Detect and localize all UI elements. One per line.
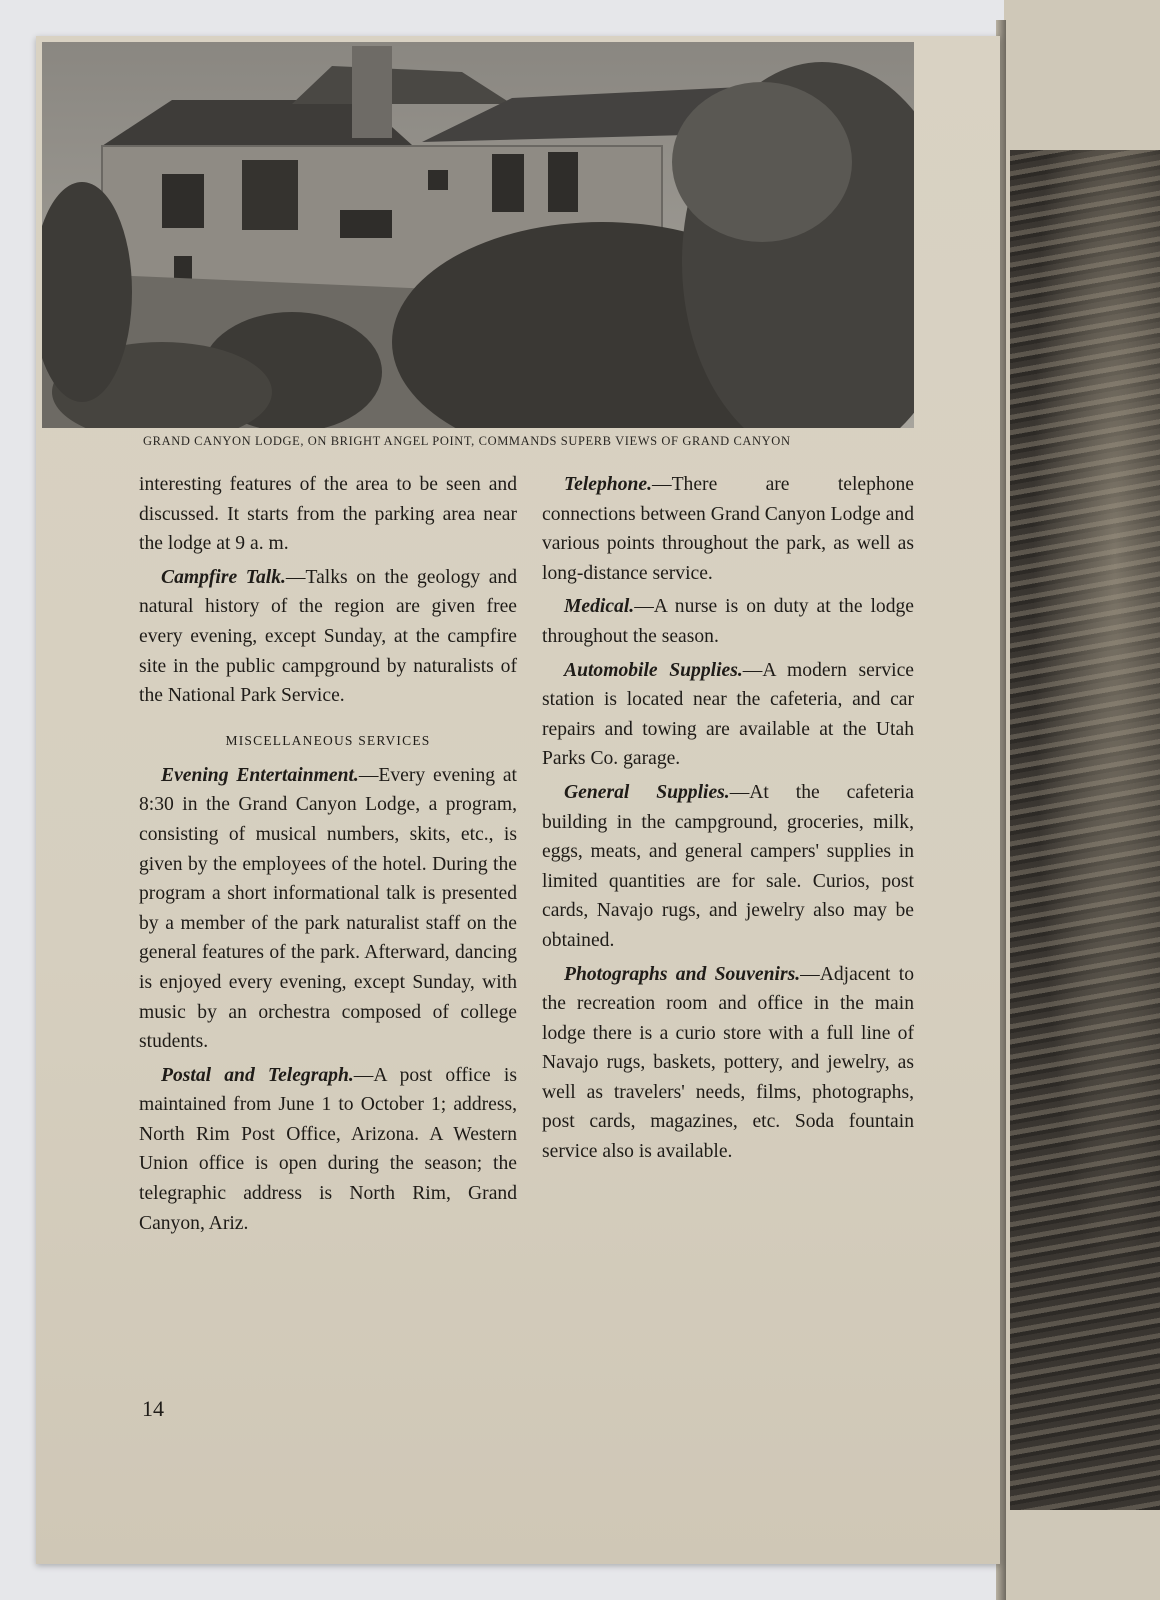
right-column [542,470,914,1167]
evening-label: Evening Entertainment. [161,764,359,786]
telephone-label: Telephone. [564,474,652,495]
page-number: 14 [142,1396,164,1421]
medical-text: —A nurse is on duty at the lodge throughout the season. [542,596,914,647]
campfire-text: —Talks on the geology and natural history of the region are given free every evening, except Sunday, at the campfire site in the public campground by naturalists of the National Park Service. [139,566,518,707]
left-column [139,470,517,1238]
evening-text: —Every evening at 8:30 in the Grand Canyon Lodge, a program, consisting of musical numbers, skits, etc., is given by the employees of the hotel. During the program a short informational talk is presented by a member of the park naturalist staff on the general features of the park. Afterward, dancing is enjoyed every evening, except Sunday, with music by an orchestra composed of college students. [139,764,517,1053]
lodge-photo [42,42,914,428]
automobile-text: —A modern service station is located near the cafeteria, and car repairs and towing are available at the Utah Parks Co. garage. [542,659,914,770]
paragraph-campfire-talk [139,563,517,711]
paragraph-photographs-souvenirs [542,960,914,1167]
photo-caption: GRAND CANYON LODGE, ON BRIGHT ANGEL POINT, COMMANDS SUPERB VIEWS OF GRAND CANYON [143,434,791,448]
general-label: General Supplies. [564,781,730,803]
medical-label: Medical. [564,596,635,618]
automobile-label: Automobile Supplies. [564,659,743,681]
paragraph-medical [542,592,914,651]
paragraph-telephone [542,470,914,588]
section-heading: MISCELLANEOUS SERVICES [225,732,431,748]
paragraph-automobile-supplies [542,656,914,774]
photographs-label: Photographs and Souvenirs. [564,963,801,985]
lodge-illustration [42,42,914,428]
postal-text: —A post office is maintained from June 1 to October 1; address, North Rim Post Office, Arizona. A Western Union office is open during the season; the telegraphic address is North Rim, Grand Canyon, Ariz. [139,1064,518,1234]
general-text: —At the cafeteria building in the campground, groceries, milk, eggs, meats, and general campers' supplies in limited quantities are for sale. Curios, post cards, Navajo rugs, and jewelry also may be obtained. [542,781,914,951]
paragraph-general-supplies [542,778,914,956]
paragraph-nature-walk: interesting features of the area to be seen and discussed. It starts from the parking area near the lodge at 9 a. m. [139,474,517,555]
paragraph-evening-entertainment [139,761,517,1057]
photographs-text: —Adjacent to the recreation room and office in the main lodge there is a curio store with a full line of Navajo rugs, baskets, pottery, and jewelry, as well as travelers' needs, films, photographs, post cards, magazines, etc. Soda fountain service also is available. [542,963,914,1163]
canyon-photo [1010,150,1160,1510]
telephone-text: —There are telephone connections between Grand Canyon Lodge and various points throughout the park, as well as long-distance service. [542,474,914,584]
campfire-label: Campfire Talk. [161,566,286,588]
paragraph-postal-telegraph [139,1061,517,1239]
postal-label: Postal and Telegraph. [161,1064,354,1086]
